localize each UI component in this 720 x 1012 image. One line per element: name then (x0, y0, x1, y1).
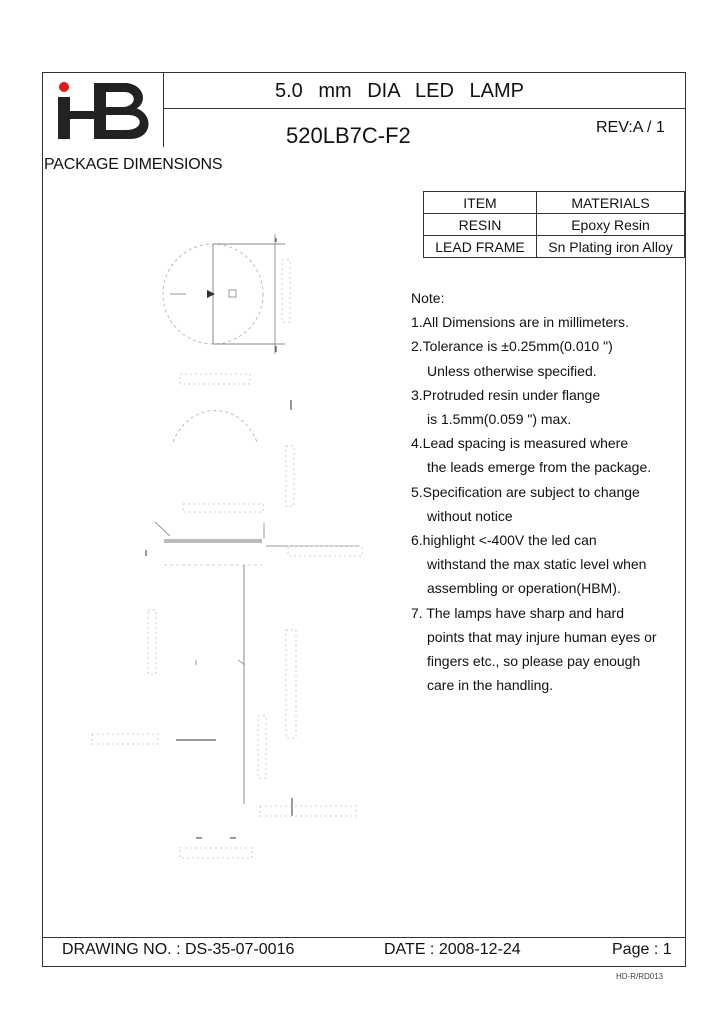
table-row (424, 236, 685, 258)
revision-label: REV:A / 1 (596, 119, 665, 136)
note-line: 3.Protruded resin under flange (411, 386, 601, 403)
drawing-number: DRAWING NO. : DS-35-07-0016 (62, 941, 295, 958)
note-line: 2.Tolerance is ±0.25mm(0.010 ") (411, 338, 613, 355)
table-cell: RESIN (424, 214, 537, 236)
notes-block (411, 286, 657, 697)
table-cell: Sn Plating iron Alloy (537, 236, 685, 258)
part-number: 520LB7C-F2 (286, 123, 411, 148)
document-reference: HD-R/RD013 (616, 972, 664, 981)
note-line: points that may injure human eyes or (427, 628, 657, 645)
note-line: 1.All Dimensions are in millimeters. (411, 314, 629, 331)
header-title-divider (163, 108, 686, 109)
note-line: 4.Lead spacing is measured where (411, 435, 629, 452)
note-line: 6.highlight <-400V the led can (411, 532, 597, 549)
company-logo (50, 77, 160, 143)
note-line: without notice (427, 507, 513, 524)
note-line: 7. The lamps have sharp and hard (411, 604, 624, 621)
note-line: 5.Specification are subject to change (411, 483, 640, 500)
note-line: the leads emerge from the package. (427, 459, 652, 476)
logo-red-dot (59, 82, 69, 92)
page-number: Page : 1 (612, 941, 672, 958)
header-logo-divider (163, 72, 164, 147)
note-line: fingers etc., so please pay enough (427, 653, 641, 670)
table-cell: Epoxy Resin (537, 214, 685, 236)
table-header-cell: ITEM (424, 192, 537, 214)
note-line: care in the handling. (427, 677, 554, 694)
materials-table (423, 191, 685, 258)
table-header-cell: MATERIALS (537, 192, 685, 214)
led-dimension-drawing (80, 220, 380, 875)
led-top-view (163, 234, 290, 384)
note-line: Unless otherwise specified. (427, 362, 597, 379)
note-line: withstand the max static level when (427, 556, 647, 573)
table-cell: LEAD FRAME (424, 236, 537, 258)
drawing-date: DATE : 2008-12-24 (384, 941, 521, 958)
table-row (424, 214, 685, 236)
table-header-row (424, 192, 685, 214)
led-side-view (92, 400, 362, 858)
note-line: assembling or operation(HBM). (427, 580, 621, 597)
document-title: 5.0 mm DIA LED LAMP (275, 80, 524, 102)
notes-title: Note: (411, 290, 445, 306)
note-line: is 1.5mm(0.059 ") max. (427, 411, 572, 428)
footer-divider (42, 937, 686, 938)
section-title: PACKAGE DIMENSIONS (44, 156, 223, 173)
